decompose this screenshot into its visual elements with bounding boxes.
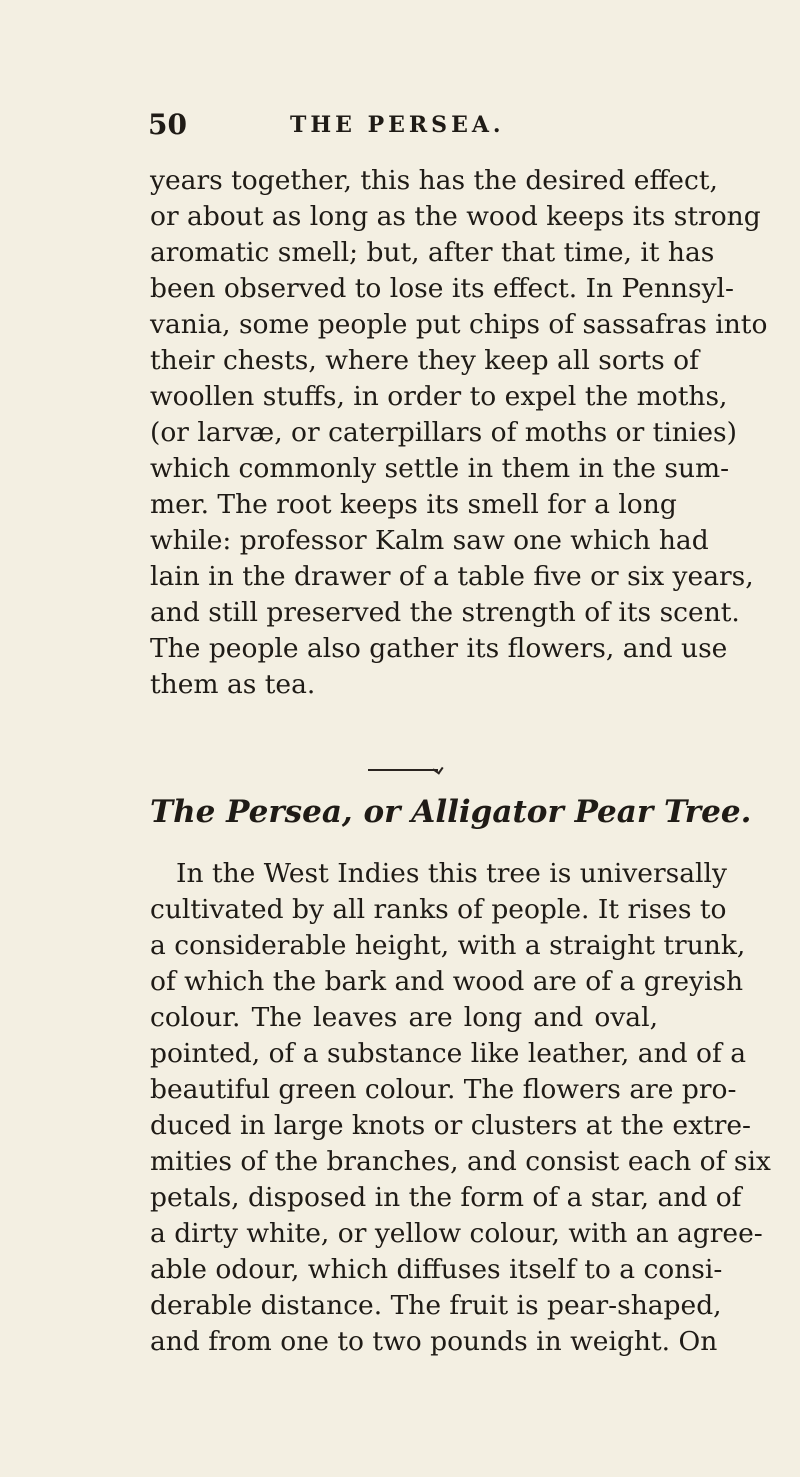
text-line: mities of the branches, and consist each of six: [150, 1146, 771, 1177]
section-divider: [368, 769, 438, 771]
text-line: vania, some people put chips of sassafras into: [150, 309, 768, 340]
text-line: while: professor Kalm saw one which had: [150, 525, 709, 556]
page-header: [148, 108, 668, 148]
text-line: and from one to two pounds in weight. On: [150, 1326, 718, 1357]
text-line: which commonly settle in them in the sum-: [150, 453, 730, 484]
text-line: (or larvæ, or caterpillars of moths or tinies): [150, 417, 737, 448]
text-line: petals, disposed in the form of a star, and of: [150, 1182, 742, 1213]
text-line: pointed, of a substance like leather, and of a: [150, 1038, 747, 1069]
text-line: a dirty white, or yellow colour, with an agree-: [150, 1218, 763, 1249]
text-line: lain in the drawer of a table five or six years,: [150, 561, 754, 592]
text-line: been observed to lose its effect. In Pennsyl-: [150, 273, 734, 304]
text-line: duced in large knots or clusters at the extre-: [150, 1110, 751, 1141]
text-line: able odour, which diffuses itself to a consi-: [150, 1254, 723, 1285]
text-line: derable distance. The fruit is pear-shaped,: [150, 1290, 722, 1321]
text-line: colour. The leaves are long and oval,: [150, 1002, 658, 1033]
text-line: or about as long as the wood keeps its strong: [150, 201, 761, 232]
running-head: THE PERSEA.: [290, 112, 505, 138]
section-divider-ornament: [432, 763, 443, 774]
page-number: 50: [148, 108, 187, 141]
text-line: their chests, where they keep all sorts of: [150, 345, 699, 376]
section-title: The Persea, or Alligator Pear Tree.: [150, 794, 752, 830]
text-line: cultivated by all ranks of people. It rises to: [150, 894, 727, 925]
text-line: mer. The root keeps its smell for a long: [150, 489, 677, 520]
text-line: years together, this has the desired effect,: [150, 165, 718, 196]
text-line: them as tea.: [150, 669, 316, 700]
text-line: In the West Indies this tree is universally: [176, 858, 727, 889]
text-line: The people also gather its flowers, and use: [150, 633, 728, 664]
text-line: and still preserved the strength of its scent.: [150, 597, 740, 628]
text-line: aromatic smell; but, after that time, it has: [150, 237, 715, 268]
text-line: of which the bark and wood are of a greyish: [150, 966, 744, 997]
text-line: beautiful green colour. The flowers are pro-: [150, 1074, 737, 1105]
text-line: a considerable height, with a straight trunk,: [150, 930, 746, 961]
text-line: woollen stuffs, in order to expel the moths,: [150, 381, 728, 412]
